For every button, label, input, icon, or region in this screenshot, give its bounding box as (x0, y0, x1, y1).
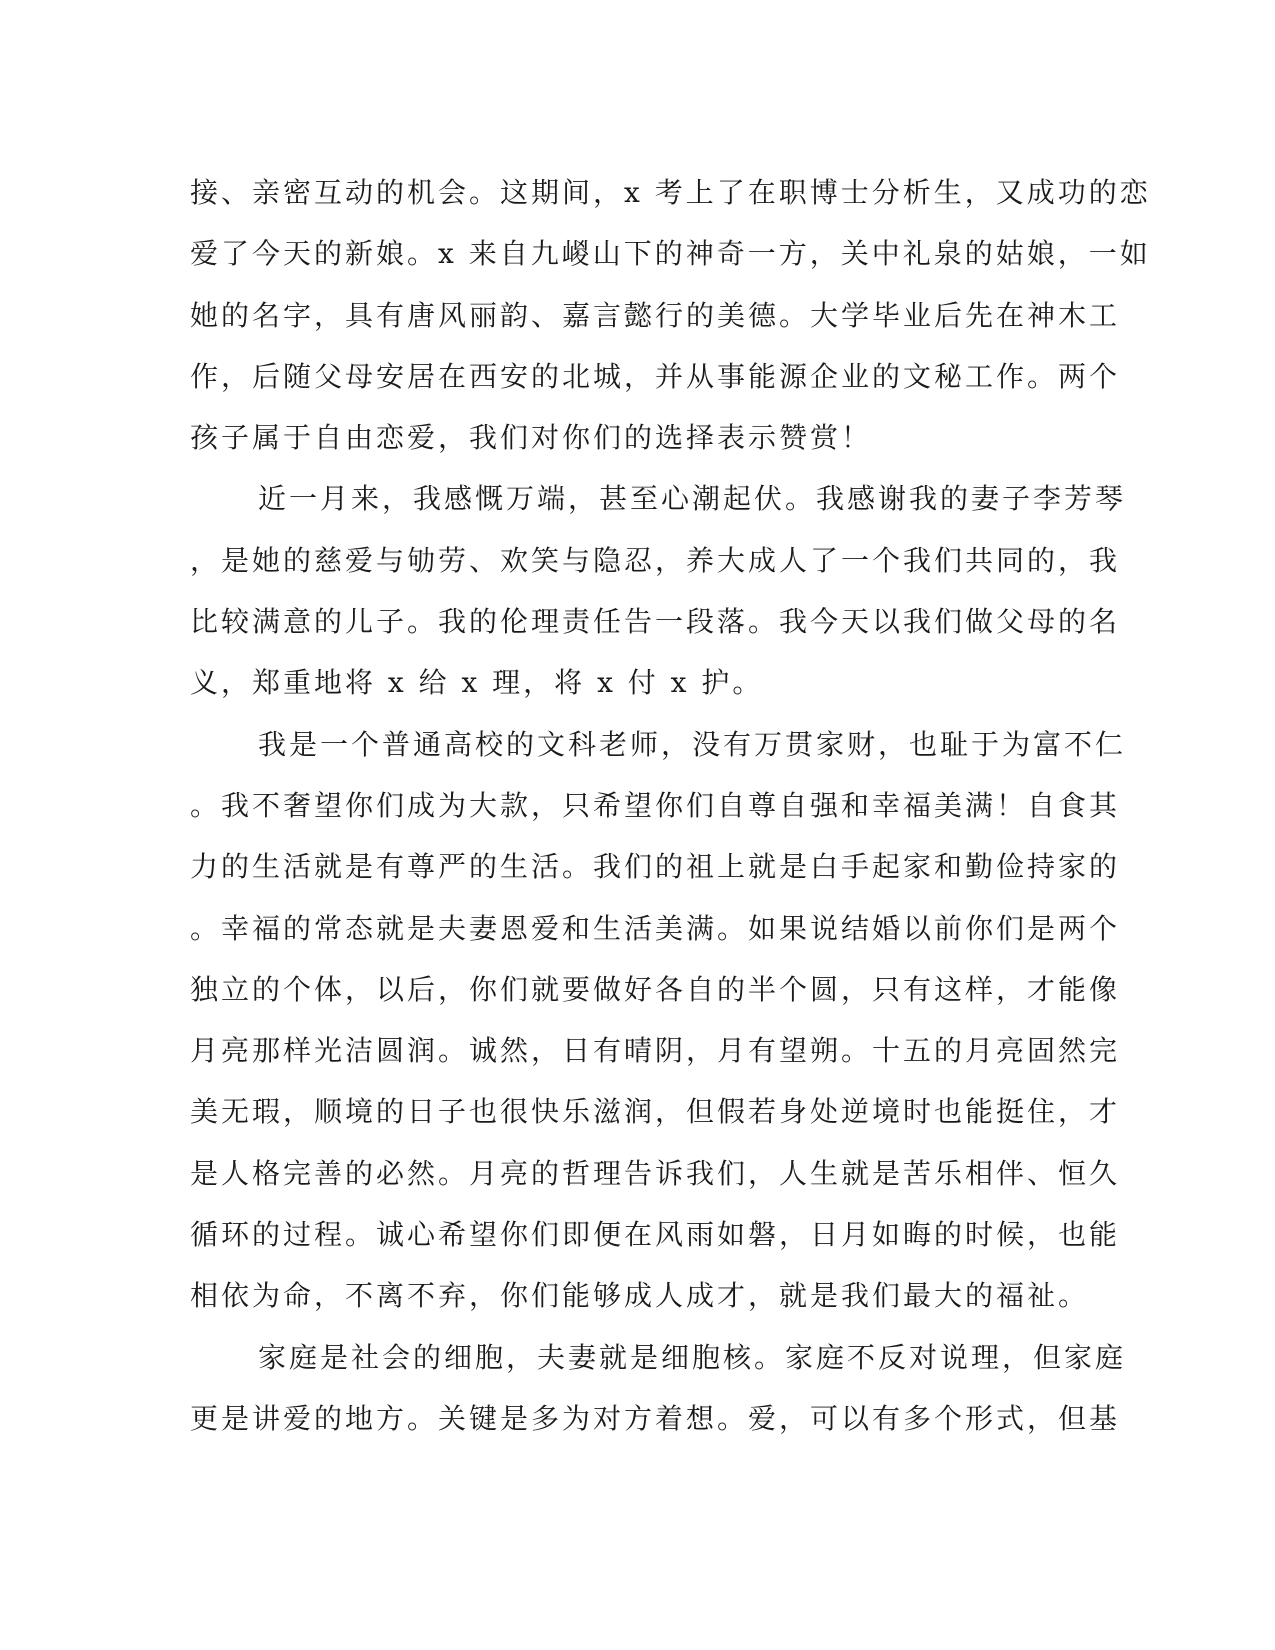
paragraph-start-line: 我是一个普通高校的文科老师，没有万贯家财，也耻于为富不仁 (258, 727, 1127, 761)
text-line: 作，后随父母安居在西安的北城，并从事能源企业的文秘工作。两个 (190, 359, 1121, 393)
text-line: 她的名字，具有唐风丽韵、嘉言懿行的美德。大学毕业后先在神木工 (190, 298, 1121, 332)
text-line: 更是讲爱的地方。关键是多为对方着想。爱，可以有多个形式，但基 (190, 1401, 1121, 1435)
text-line: 相依为命，不离不弃，你们能够成人成才，就是我们最大的福祉。 (190, 1279, 1090, 1313)
text-line: 循环的过程。诚心希望你们即便在风雨如磐，日月如晦的时候，也能 (190, 1218, 1121, 1252)
text-line: 比较满意的儿子。我的伦理责任告一段落。我今天以我们做父母的名 (190, 605, 1121, 639)
text-line: ，是她的慈爱与劬劳、欢笑与隐忍，养大成人了一个我们共同的，我 (190, 543, 1121, 577)
text-line: 接、亲密互动的机会。这期间，x 考上了在职博士分析生，又成功的恋 (190, 176, 1151, 209)
text-line: 月亮那样光洁圆润。诚然，日有晴阴，月有望朔。十五的月亮固然完 (190, 1034, 1121, 1068)
text-line: 义，郑重地将 x 给 x 理，将 x 付 x 护。 (190, 666, 764, 700)
text-line: 。我不奢望你们成为大款，只希望你们自尊自强和幸福美满！自食其 (190, 788, 1121, 822)
paragraph-start-line: 近一月来，我感慨万端，甚至心潮起伏。我感谢我的妻子李芳琴 (258, 482, 1127, 516)
paragraph-start-line: 家庭是社会的细胞，夫妻就是细胞核。家庭不反对说理，但家庭 (258, 1340, 1127, 1374)
text-line: 孩子属于自由恋爱，我们对你们的选择表示赞赏！ (190, 421, 873, 455)
text-line: 爱了今天的新娘。x 来自九嵕山下的神奇一方，关中礼泉的姑娘，一如 (190, 237, 1151, 271)
text-line: 独立的个体，以后，你们就要做好各自的半个圆，只有这样，才能像 (190, 972, 1121, 1006)
body-text (190, 162, 1151, 1449)
text-line: 美无瑕，顺境的日子也很快乐滋润，但假若身处逆境时也能挺住，才 (190, 1095, 1121, 1129)
text-line: 。幸福的常态就是夫妻恩爱和生活美满。如果说结婚以前你们是两个 (190, 911, 1121, 945)
text-line: 力的生活就是有尊严的生活。我们的祖上就是白手起家和勤俭持家的 (190, 850, 1121, 884)
text-line: 是人格完善的必然。月亮的哲理告诉我们，人生就是苦乐相伴、恒久 (190, 1156, 1121, 1190)
